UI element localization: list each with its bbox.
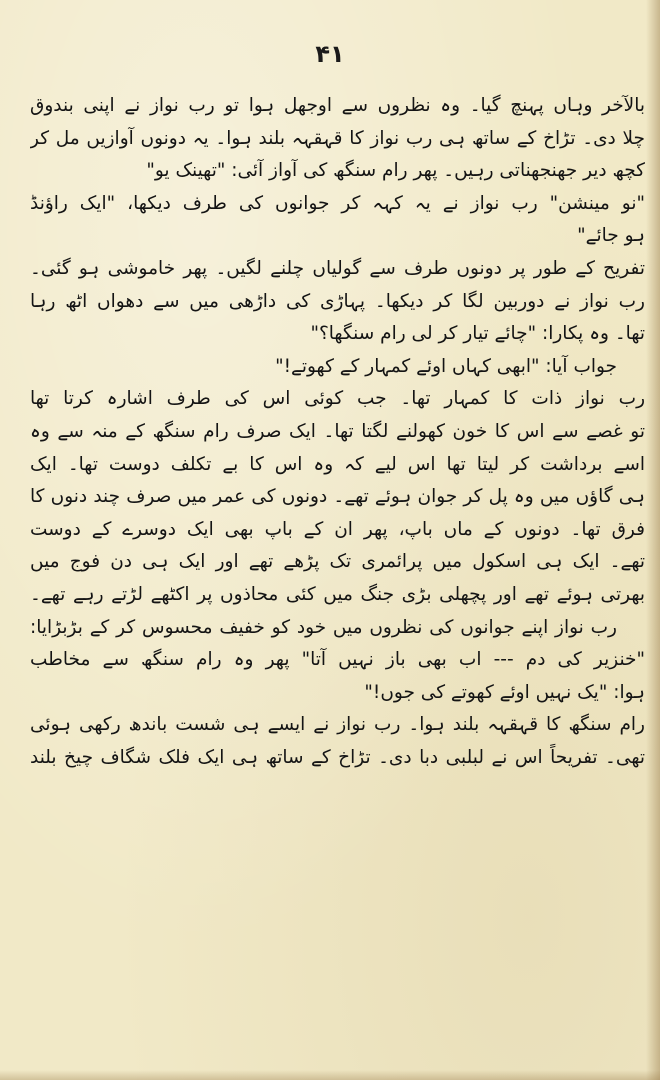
text-line: رب نواز اپنے جوانوں کی نظروں میں خود کو خفیف محسوس کر کے بڑبڑایا: (30, 616, 617, 638)
text-line: فرق تھا۔ دونوں کے ماں باپ، پھر ان کے باپ بھی ایک دوسرے کے دوست (30, 518, 645, 540)
text-line: کچھ دیر جھنجھناتی رہیں۔ پھر رام سنگھ کی آواز آئی: "تھینک یو" (146, 160, 645, 182)
page-bottom-shadow (0, 1070, 660, 1080)
body-text (30, 90, 645, 774)
text-line: بالآخر وہاں پہنچ گیا۔ وہ نظروں سے اوجھل ہوا تو رب نواز نے اپنی بندوق (30, 95, 645, 116)
text-line: ہوا: "یک نہیں اوئے کھوتے کی جوں!" (364, 681, 645, 703)
page-edge-shadow (646, 0, 660, 1080)
text-line: تو غصے سے اس کا خون کھولنے لگتا تھا۔ ایک صرف رام سنگھ کے منہ سے وہ (30, 420, 645, 442)
text-line: رب نواز ذات کا کمہار تھا۔ جب کوئی اس کی طرف اشارہ کرتا تھا (30, 388, 645, 410)
text-line: ہی گاؤں میں وہ پل کر جوان ہوئے تھے۔ دونوں کی عمر میں صرف چند دنوں کا (30, 486, 645, 508)
text-line: بھرتی ہوئے تھے اور پچھلی بڑی جنگ میں کئی محاذوں پر اکٹھے لڑتے رہے تھے۔ (30, 583, 645, 605)
text-line: تھا۔ وہ پکارا: "چائے تیار کر لی رام سنگھا؟" (310, 323, 645, 345)
text-line: ہو جائے" (577, 225, 645, 247)
text-line: تھے۔ ایک ہی اسکول میں پرائمری تک پڑھے تھے اور ایک ہی دن فوج میں (30, 551, 645, 573)
page-number: ۴۱ (315, 40, 345, 68)
text-line: جواب آیا: "ابھی کہاں اوئے کمہار کے کھوتے!" (275, 355, 617, 377)
text-line: "نو مینشن" رب نواز نے یہ کہہ کر جوانوں کی طرف دیکھا، "ایک راؤنڈ (30, 192, 645, 214)
text-line: تھی۔ تفریحاً اس نے لبلبی دبا دی۔ تڑاخ کے ساتھ ہی ایک فلک شگاف چیخ بلند (30, 746, 645, 768)
text-line: رام سنگھ کا قہقہہ بلند ہوا۔ رب نواز نے ایسے ہی شست باندھ رکھی ہوئی (30, 714, 645, 736)
text-line: "خنزیر کی دم --- اب بھی باز نہیں آتا" پھر وہ رام سنگھ سے مخاطب (30, 649, 645, 671)
text-line: رب نواز نے دوربین لگا کر دیکھا۔ پہاڑی کی داڑھی میں سے دھواں اٹھ رہا (30, 290, 645, 312)
text-line: تفریح کے طور پر دونوں طرف سے گولیاں چلنے لگیں۔ پھر خاموشی ہو گئی۔ (30, 257, 645, 279)
text-line: اسے برداشت کر لیتا تھا اس لیے کہ وہ اس کا بے تکلف دوست تھا۔ ایک (30, 453, 645, 475)
text-line: چلا دی۔ تڑاخ کے ساتھ ہی رب نواز کا قہقہہ بلند ہوا۔ یہ دونوں آوازیں مل کر (30, 127, 645, 149)
